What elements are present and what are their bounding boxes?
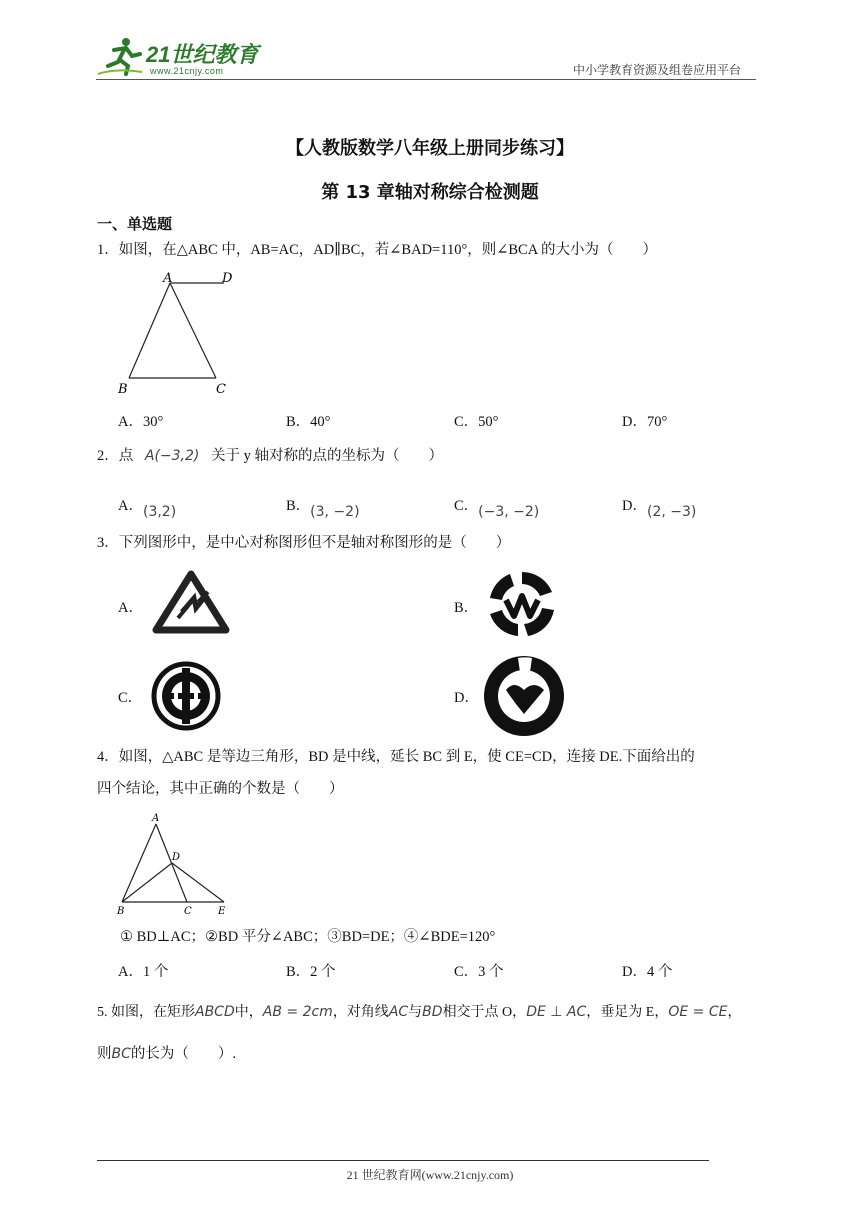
q5-part7: ， [727,1005,742,1020]
runner-logo-icon [96,36,146,78]
question-5-line2 [97,1044,236,1064]
fig1-label-a: A [163,271,173,286]
q2-option-a[interactable] [118,494,177,520]
fig4-label-d: D [172,852,181,863]
q2-option-a-value: (3,2) [142,504,177,520]
footer-divider [97,1160,709,1161]
q2-option-a-letter: A． [118,498,143,514]
q5-math-bc: BC [111,1046,131,1062]
circle-cross-logo-icon [150,660,222,732]
q1-option-c[interactable]: C．50° [454,414,499,430]
q4-option-c[interactable]: C．3 个 [454,964,504,980]
q5-math-abcd: ABCD [195,1004,235,1020]
question-4-figure [112,812,237,917]
q5-math-oe-ce: OE = CE [668,1004,728,1020]
q2-option-b[interactable] [286,494,360,520]
q3-option-d[interactable]: D． [454,690,479,706]
fig4-label-b: B [117,906,125,917]
q3-option-b[interactable]: B． [454,600,479,616]
header-platform-text: 中小学教育资源及组卷应用平台 [573,63,742,77]
footer-text: 21 世纪教育网(www.21cnjy.com) [346,1168,514,1182]
q4-option-a[interactable]: A．1 个 [118,964,169,980]
q2-option-c[interactable] [454,494,540,520]
q5-part3: ，对角线 [332,1005,389,1020]
q5-part5: 相交于点 O， [442,1005,527,1020]
q2-option-d-letter: D． [622,498,647,514]
question-1-figure [112,268,242,398]
q2-option-d-value: (2, −3) [646,504,697,520]
fig1-label-d: D [222,271,233,286]
question-5-line1 [97,1002,741,1023]
q2-suffix: 关于 y 轴对称的点的坐标为（ ） [211,448,443,464]
section-heading: 一、单选题 [97,215,173,233]
q2-option-c-letter: C． [454,498,479,514]
q1-option-b[interactable]: B．40° [286,414,331,430]
q2-option-b-letter: B． [286,498,311,514]
logo-url: www.21cnjy.com [150,66,224,76]
q5-part4: 与 [408,1005,423,1020]
q5-math-ab: AB = 2cm [262,1004,333,1020]
q5-part6: ，垂足为 E， [586,1005,669,1020]
fig4-label-c: C [184,906,192,917]
fig1-label-c: C [216,382,226,397]
logo-text: 21世纪教育 [146,42,259,67]
question-4-line2: 四个结论，其中正确的个数是（ ） [97,781,344,797]
question-2-text [97,446,443,466]
q3-option-c[interactable]: C． [118,690,143,706]
q2-point: A(−3,2) [144,448,200,464]
q5-line2-part2: 的长为（ ）. [130,1046,237,1062]
swirl-logo-icon [484,566,560,642]
q5-line2-part1: 则 [97,1046,112,1062]
page-title: 【人教版数学八年级上册同步练习】 [286,138,574,159]
q1-option-d[interactable]: D．70° [622,414,668,430]
question-4-line1: 4．如图，△ABC 是等边三角形，BD 是中线，延长 BC 到 E，使 CE=CD，连接 DE.下面给出的 [97,749,695,765]
q3-option-a[interactable]: A． [118,600,143,616]
heart-circle-logo-icon [482,654,566,738]
q2-option-c-value: (−3, −2) [478,504,540,520]
header-divider [96,79,756,80]
fig4-label-a: A [152,813,160,824]
q5-part2: 中， [234,1005,263,1020]
q5-math-de-perp-ac: DE ⊥ AC [526,1004,587,1020]
q5-math-ac: AC [388,1004,409,1020]
q4-option-d[interactable]: D．4 个 [622,964,673,980]
q5-math-bd: BD [422,1004,443,1020]
q1-option-a[interactable]: A．30° [118,414,164,430]
question-1-text: 1．如图，在△ABC 中，AB=AC，AD∥BC，若∠BAD=110°，则∠BCA 的大小为（ ） [97,242,658,258]
q5-part1: 5. 如图，在矩形 [97,1005,195,1020]
q2-option-d[interactable] [622,494,697,520]
question-3-text: 3．下列图形中，是中心对称图形但不是轴对称图形的是（ ） [97,535,511,551]
q4-option-b[interactable]: B．2 个 [286,964,336,980]
question-4-conclusions: ① BD⊥AC；②BD 平分∠ABC；③BD=DE；④∠BDE=120° [120,929,496,945]
warning-triangle-logo-icon [152,568,230,634]
q2-prefix: 2．点 [97,448,134,464]
header-logo [96,34,266,80]
fig1-label-b: B [118,382,128,397]
fig4-label-e: E [218,906,226,917]
page-subtitle: 第 13 章轴对称综合检测题 [321,182,539,203]
q2-option-b-value: (3, −2) [310,504,360,520]
